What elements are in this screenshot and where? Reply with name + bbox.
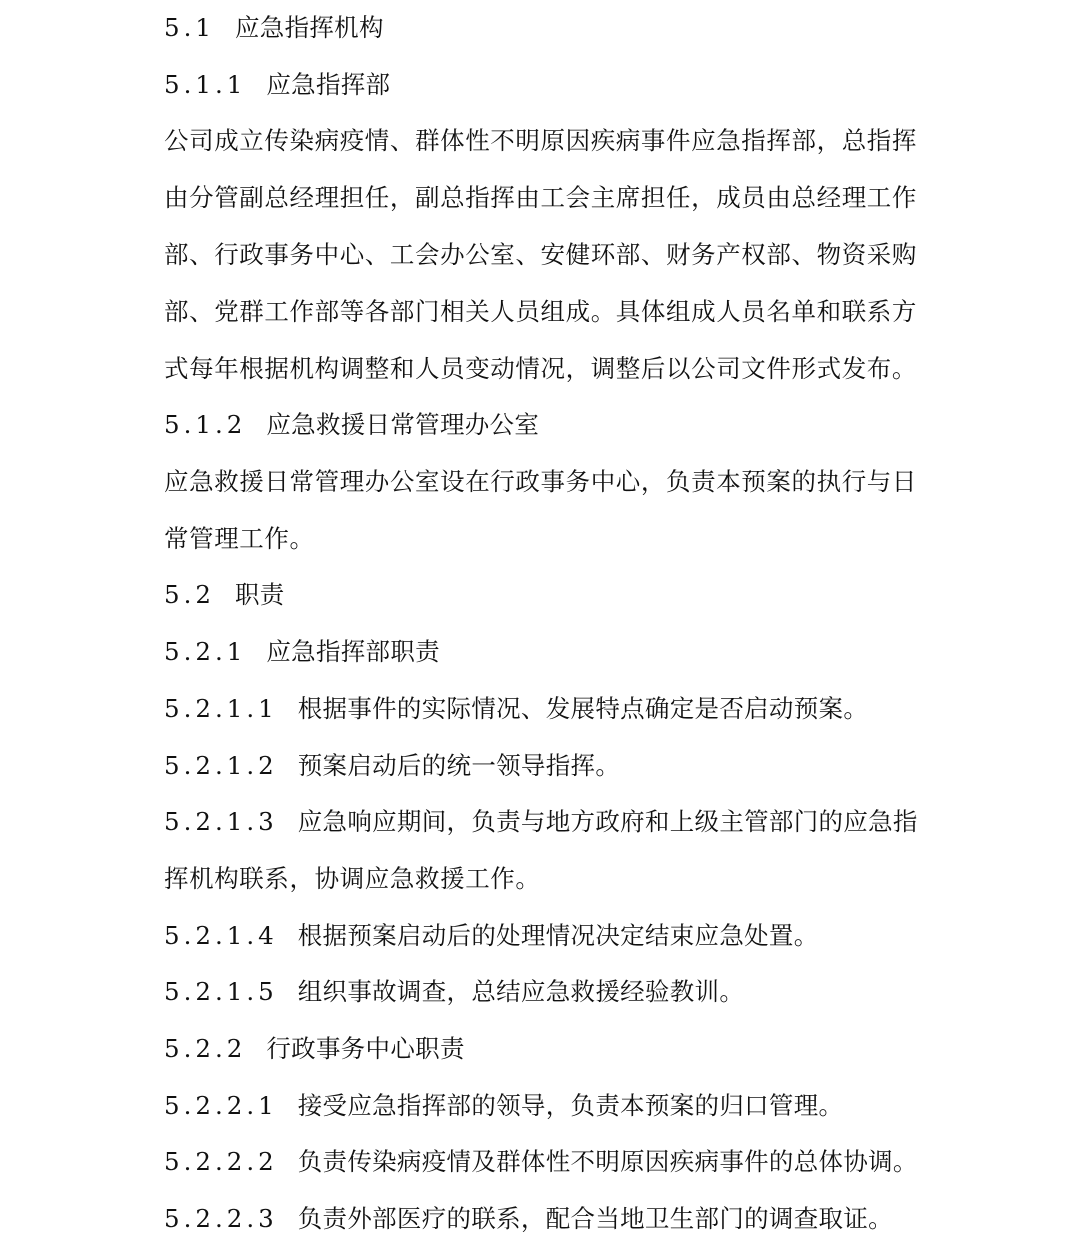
list-item xyxy=(164,802,924,842)
heading-5-1-1 xyxy=(164,65,924,105)
item-number: 5.2.1.5 xyxy=(164,977,278,1006)
paragraph-line: 应急救援日常管理办公室设在行政事务中心，负责本预案的执行与日 xyxy=(164,467,917,496)
heading-text: 应急指挥机构 xyxy=(234,13,384,42)
heading-text: 应急救援日常管理办公室 xyxy=(266,410,540,439)
heading-number: 5.2 xyxy=(164,580,215,609)
item-number: 5.2.2.1 xyxy=(164,1091,278,1120)
item-text: 预案启动后的统一领导指挥。 xyxy=(297,751,621,780)
heading-text: 行政事务中心职责 xyxy=(266,1034,465,1063)
heading-number: 5.1.2 xyxy=(164,410,247,439)
heading-number: 5.2.2 xyxy=(164,1034,247,1063)
list-item-continuation: 挥机构联系，协调应急救援工作。 xyxy=(164,864,541,893)
paragraph-line: 式每年根据机构调整和人员变动情况，调整后以公司文件形式发布。 xyxy=(164,354,917,383)
list-item xyxy=(164,1199,924,1239)
item-text: 应急响应期间，负责与地方政府和上级主管部门的应急指 xyxy=(297,807,918,836)
heading-5-1-2 xyxy=(164,405,924,445)
heading-number: 5.1 xyxy=(164,13,215,42)
list-item xyxy=(164,1086,924,1126)
item-number: 5.2.1.2 xyxy=(164,751,278,780)
item-text: 负责外部医疗的联系，配合当地卫生部门的调查取证。 xyxy=(297,1204,893,1233)
item-text: 负责传染病疫情及群体性不明原因疾病事件的总体协调。 xyxy=(297,1147,918,1176)
item-number: 5.2.2.2 xyxy=(164,1147,278,1176)
item-number: 5.2.1.3 xyxy=(164,807,278,836)
list-item xyxy=(164,916,924,956)
heading-number: 5.1.1 xyxy=(164,70,247,99)
paragraph-line: 部、党群工作部等各部门相关人员组成。具体组成人员名单和联系方 xyxy=(164,297,917,326)
item-number: 5.2.2.3 xyxy=(164,1204,278,1233)
heading-text: 应急指挥部职责 xyxy=(266,637,440,666)
list-item xyxy=(164,1142,924,1182)
paragraph-line: 由分管副总经理担任，副总指挥由工会主席担任，成员由总经理工作 xyxy=(164,183,917,212)
heading-text: 职责 xyxy=(234,580,285,609)
heading-5-2-2 xyxy=(164,1029,924,1069)
paragraph-line: 部、行政事务中心、工会办公室、安健环部、财务产权部、物资采购 xyxy=(164,240,917,269)
heading-5-1 xyxy=(164,8,924,48)
item-number: 5.2.1.1 xyxy=(164,694,278,723)
list-item xyxy=(164,972,924,1012)
item-text: 组织事故调查，总结应急救援经验教训。 xyxy=(297,977,745,1006)
list-item xyxy=(164,746,924,786)
heading-5-2-1 xyxy=(164,632,924,672)
heading-5-2 xyxy=(164,575,924,615)
item-text: 接受应急指挥部的领导，负责本预案的归口管理。 xyxy=(297,1091,844,1120)
paragraph-line: 常管理工作。 xyxy=(164,524,315,553)
item-number: 5.2.1.4 xyxy=(164,921,278,950)
item-text: 根据事件的实际情况、发展特点确定是否启动预案。 xyxy=(297,694,869,723)
list-item xyxy=(164,689,924,729)
heading-text: 应急指挥部 xyxy=(266,70,391,99)
heading-number: 5.2.1 xyxy=(164,637,247,666)
item-text: 根据预案启动后的处理情况决定结束应急处置。 xyxy=(297,921,819,950)
paragraph-line: 公司成立传染病疫情、群体性不明原因疾病事件应急指挥部，总指挥 xyxy=(164,126,917,155)
